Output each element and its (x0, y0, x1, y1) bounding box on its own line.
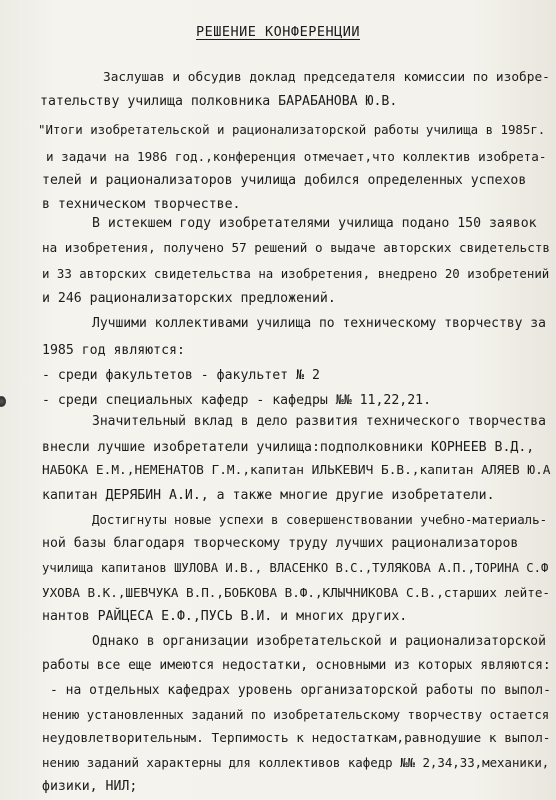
text-line: неудовлетворительным. Терпимость к недостаткам,равнодушие к выпол- (42, 731, 551, 746)
text-line: Однако в организации изобретательской и рационализаторской (92, 634, 546, 649)
text-line: на изобретения, получено 57 решений о выдаче авторских свидетельств (42, 240, 550, 255)
text-line: училища капитанов ШУЛОВА И.В., ВЛАСЕНКО В.С.,ТУЛЯКОВА А.П.,ТОРИНА С.Ф (42, 561, 549, 575)
text-line: Заслушав и обсудив доклад председателя комиссии по изобре- (103, 70, 550, 85)
text-line: В истекшем году изобретателями училища подано 150 заявок (92, 216, 537, 231)
text-line: работы все еще имеются недостатки, основными из которых являются: (42, 658, 551, 673)
text-line: и задачи на 1986 год.,конференция отмечает,что коллектив изобрета- (46, 149, 547, 164)
text-line: телей и рационализаторов училища добился определенных успехов (42, 173, 527, 188)
text-line: УХОВА В.К.,ШЕВЧУКА В.П.,БОБКОВА В.Ф.,КЛЫЧНИКОВА С.В.,старших лейте- (42, 585, 550, 600)
document-title: РЕШЕНИЕ КОНФЕРЕНЦИИ (196, 24, 360, 40)
text-line: - среди факультетов - факультет № 2 (42, 368, 320, 383)
text-line: нению установленных заданий по изобретательскому творчеству остается (42, 707, 550, 722)
text-line: Значительный вклад в дело развития технического творчества (92, 414, 546, 429)
text-line: внесли лучшие изобретатели училища:подполковники КОРНЕЕВ В.Д., (42, 440, 535, 455)
text-line: и 246 рационализаторских предложений. (42, 291, 336, 306)
text-line: тательству училища полковника БАРАБАНОВА Ю.В. (40, 94, 398, 109)
text-line: капитан ДЕРЯБИН А.И., а также многие другие изобретатели. (42, 488, 495, 503)
text-line: в техническом творчестве. (42, 197, 241, 212)
text-line: ной базы благодаря творческому труду лучших рационализаторов (42, 536, 519, 551)
text-line: физики, НИЛ; (42, 779, 138, 794)
text-line: Лучшими коллективами училища по техническому творчеству за (92, 316, 546, 331)
text-line: и 33 авторских свидетельства на изобретения, внедрено 20 изобретений (42, 266, 550, 281)
text-line: 1985 год являются: (42, 343, 185, 358)
text-line: нению заданий характерны для коллективов кафедр №№ 2,34,33,механики, (42, 755, 550, 770)
text-line: Достигнуты новые успехи в совершенствовании учебно-материаль- (92, 512, 548, 527)
text-line: - среди специальных кафедр - кафедры №№ 11,22,21. (42, 393, 432, 408)
binder-hole-mark (0, 396, 6, 407)
text-line: НАБОКА Е.М.,НЕМЕНАТОВ Г.М.,капитан ИЛЬКЕВИЧ Б.В.,капитан АЛЯЕВ Ю.А (42, 463, 551, 478)
text-line: "Итоги изобретательской и рационализаторской работы училища в 1985г. (38, 122, 546, 137)
text-line: - на отдельных кафедрах уровень организаторской работы по выпол- (50, 683, 551, 698)
text-line: нантов РАЙЦЕСА Е.Ф.,ПУСЬ В.И. и многих других. (42, 609, 408, 624)
